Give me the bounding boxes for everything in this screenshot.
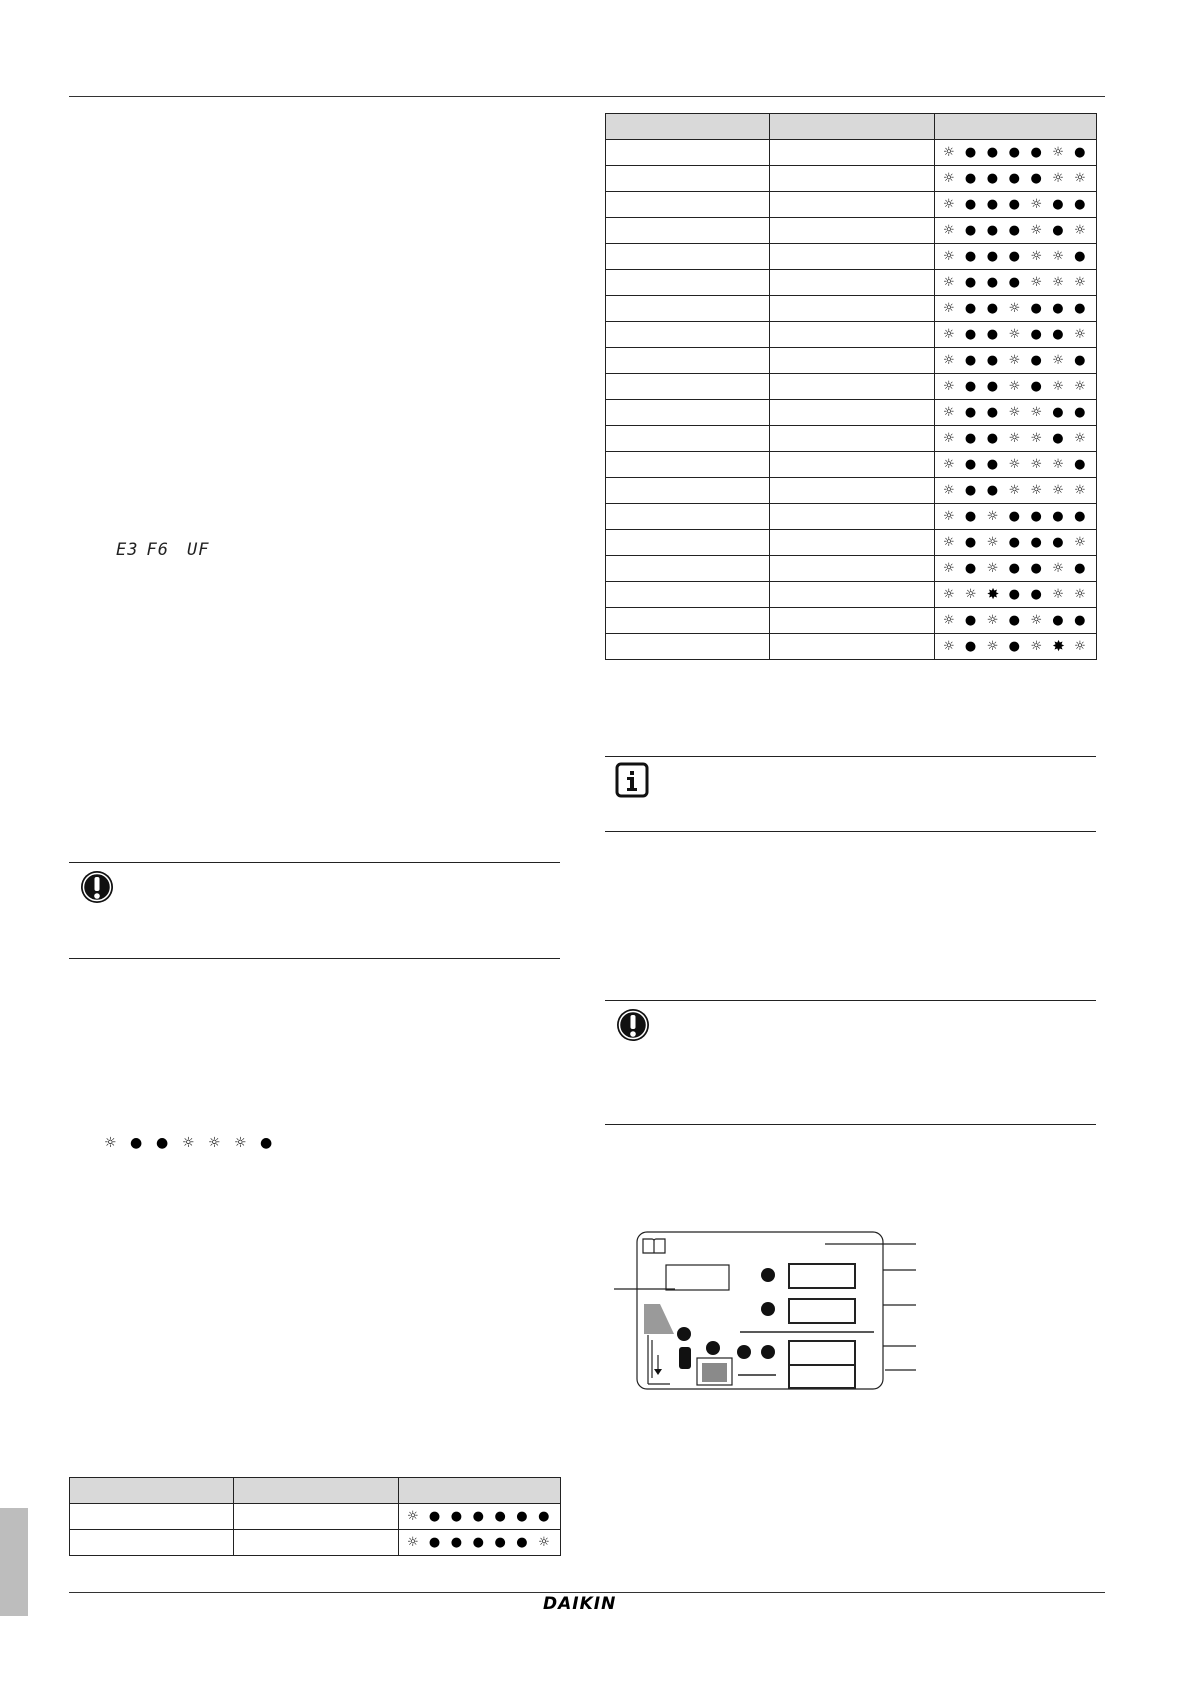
dot-led-icon: ● (1030, 353, 1042, 368)
exclamation-icon (615, 1007, 651, 1048)
book-icon (643, 1239, 665, 1253)
table-cell (770, 218, 935, 244)
sun-led-icon: ☼ (538, 1535, 550, 1550)
table-row (606, 166, 1097, 192)
sun-led-icon: ☼ (1052, 171, 1064, 186)
table-cell (770, 296, 935, 322)
sun-led-icon: ☼ (1052, 483, 1064, 498)
table-row (606, 348, 1097, 374)
sun-led-icon: ☼ (943, 457, 955, 472)
dot-led-icon: ● (1030, 327, 1042, 342)
sun-led-icon: ☼ (1052, 249, 1064, 264)
dot-led-icon: ● (964, 145, 977, 160)
sun-led-icon: ☼ (943, 145, 955, 160)
daikin-logo: DAIKIN (543, 1594, 617, 1614)
table-row (606, 634, 1097, 660)
dot-led-icon: ● (1008, 145, 1020, 160)
sun-led-icon: ☼ (943, 249, 955, 264)
sun-led-icon: ☼ (943, 353, 955, 368)
sun-led-icon: ☼ (1030, 249, 1043, 264)
sun-led-icon: ☼ (1074, 431, 1086, 446)
sun-led-icon: ☼ (943, 171, 955, 186)
notice-top-rule (605, 756, 1096, 757)
sun-led-icon: ☼ (943, 587, 955, 602)
led-pattern-cell (935, 374, 1097, 400)
error-code: E3 (116, 540, 139, 560)
sun-led-icon: ☼ (943, 509, 955, 524)
table-row (606, 478, 1097, 504)
led-pattern-cell (935, 478, 1097, 504)
table-cell (606, 322, 770, 348)
sun-led-icon: ☼ (1008, 379, 1021, 394)
dot-led-icon: ● (1030, 561, 1042, 576)
table-cell (770, 374, 935, 400)
dot-led-icon: ● (964, 535, 977, 550)
label-dot (737, 1345, 751, 1359)
dot-led-icon: ● (1008, 249, 1020, 264)
table-cell (770, 608, 935, 634)
table-cell (606, 140, 770, 166)
dot-led-icon: ● (1052, 613, 1064, 628)
table-cell (606, 634, 770, 660)
sun-led-icon: ☼ (407, 1509, 419, 1524)
warning-notice-left (69, 862, 560, 958)
table-row (606, 140, 1097, 166)
label-box (789, 1299, 855, 1323)
sun-led-icon: ☼ (964, 587, 977, 602)
sun-led-icon: ☼ (1074, 171, 1086, 186)
dot-led-icon: ● (1008, 509, 1020, 524)
table-cell (770, 192, 935, 218)
table-cell (606, 348, 770, 374)
sun-led-icon: ☼ (1008, 327, 1021, 342)
dot-led-icon: ● (1074, 353, 1086, 368)
sun-led-icon: ☼ (986, 613, 999, 628)
label-dot (761, 1268, 775, 1282)
dot-led-icon: ● (538, 1509, 550, 1524)
sun-led-icon: ☼ (986, 509, 999, 524)
sun-led-icon: ☼ (943, 275, 955, 290)
sun-led-icon: ☼ (986, 535, 999, 550)
dot-led-icon: ● (986, 431, 999, 446)
exclamation-icon (79, 869, 115, 910)
table-cell (606, 608, 770, 634)
table-header-row (606, 114, 1097, 140)
table-cell (770, 582, 935, 608)
dot-led-icon: ● (428, 1509, 441, 1524)
dot-led-icon: ● (986, 249, 999, 264)
led-pattern-cell (935, 296, 1097, 322)
table-row (606, 218, 1097, 244)
table-cell (234, 1504, 399, 1530)
table-row (606, 504, 1097, 530)
dot-led-icon: ● (986, 197, 999, 212)
sun-led-icon: ☼ (943, 197, 955, 212)
dot-led-icon: ● (450, 1509, 463, 1524)
led-pattern-cell (935, 452, 1097, 478)
dot-led-icon: ● (964, 249, 977, 264)
sun-led-icon: ☼ (1074, 223, 1086, 238)
dot-led-icon: ● (1074, 301, 1086, 316)
sun-led-icon: ☼ (986, 561, 999, 576)
sun-led-icon: ☼ (104, 1135, 117, 1151)
sun-led-icon: ☼ (986, 639, 999, 654)
sun-led-icon: ☼ (1074, 327, 1086, 342)
dot-led-icon: ● (1052, 223, 1064, 238)
dot-led-icon: ● (1052, 431, 1064, 446)
sun-led-icon: ☼ (1030, 457, 1043, 472)
dot-led-icon: ● (494, 1509, 506, 1524)
dot-led-icon: ● (964, 197, 977, 212)
led-pattern-cell (935, 556, 1097, 582)
dot-led-icon: ● (986, 171, 999, 186)
label-box (789, 1341, 855, 1365)
label-triangle (644, 1304, 674, 1334)
dot-led-icon: ● (450, 1535, 463, 1550)
dot-led-icon: ● (964, 275, 977, 290)
table-row (606, 270, 1097, 296)
sun-led-icon: ☼ (1074, 483, 1086, 498)
dot-led-icon: ● (1052, 405, 1064, 420)
table-cell (770, 166, 935, 192)
table-cell (770, 530, 935, 556)
sun-led-icon: ☼ (1008, 483, 1021, 498)
dot-led-icon: ● (964, 301, 977, 316)
dot-led-icon: ● (986, 405, 999, 420)
led-pattern-cell (935, 322, 1097, 348)
led-pattern-cell (935, 426, 1097, 452)
table-cell (770, 504, 935, 530)
label-dot (677, 1327, 691, 1341)
table-row (606, 608, 1097, 634)
table-cell (606, 582, 770, 608)
sun-led-icon: ☼ (1052, 561, 1064, 576)
error-code-display (116, 540, 217, 560)
table-cell (606, 400, 770, 426)
dot-led-icon: ● (1052, 509, 1064, 524)
label-box (789, 1264, 855, 1288)
table-cell (606, 192, 770, 218)
led-pattern-cell (935, 166, 1097, 192)
header-cell (399, 1478, 561, 1504)
sun-led-icon: ☼ (1074, 535, 1086, 550)
led-pattern-cell (935, 270, 1097, 296)
sun-led-icon: ☼ (1052, 587, 1064, 602)
table-row (606, 582, 1097, 608)
dot-led-icon: ● (1074, 613, 1086, 628)
led-pattern-cell (935, 634, 1097, 660)
sun-led-icon: ☼ (943, 613, 955, 628)
sun-led-icon: ☼ (1030, 431, 1043, 446)
dot-led-icon: ● (986, 353, 999, 368)
table-row (606, 556, 1097, 582)
sun-led-icon: ☼ (943, 483, 955, 498)
dot-led-icon: ● (1008, 613, 1020, 628)
table-cell (70, 1530, 234, 1556)
dot-led-icon: ● (986, 327, 999, 342)
dot-led-icon: ● (1074, 509, 1086, 524)
sun-led-icon: ☼ (943, 405, 955, 420)
notice-bottom-rule (605, 1124, 1096, 1125)
sun-led-icon: ☼ (1074, 379, 1086, 394)
header-cell (70, 1478, 234, 1504)
dot-led-icon: ● (1030, 509, 1042, 524)
sun-led-icon: ☼ (943, 223, 955, 238)
cylinder-icon (679, 1347, 691, 1369)
dot-led-icon: ● (964, 431, 977, 446)
table-cell (606, 296, 770, 322)
sun-led-icon: ☼ (1074, 587, 1086, 602)
sun-led-icon: ☼ (1030, 197, 1043, 212)
table-cell (606, 530, 770, 556)
sun-led-icon: ☼ (943, 431, 955, 446)
dot-led-icon: ● (516, 1509, 528, 1524)
sun-led-icon: ☼ (943, 535, 955, 550)
dot-led-icon: ● (1008, 639, 1020, 654)
top-rule (69, 96, 1105, 97)
table-row (606, 322, 1097, 348)
dot-led-icon: ● (428, 1535, 441, 1550)
dot-led-icon: ● (1030, 535, 1042, 550)
led-table-left (69, 1477, 561, 1556)
table-row (606, 296, 1097, 322)
label-dot (761, 1345, 775, 1359)
table-cell (606, 244, 770, 270)
dot-led-icon: ● (1074, 457, 1086, 472)
led-pattern-cell (935, 140, 1097, 166)
dot-led-icon: ● (1008, 197, 1020, 212)
sun-led-icon: ☼ (1008, 457, 1021, 472)
sun-led-icon: ☼ (208, 1135, 221, 1151)
table-cell (770, 140, 935, 166)
dot-led-icon: ● (494, 1535, 506, 1550)
sun-led-icon: ☼ (1074, 639, 1086, 654)
dot-led-icon: ● (964, 483, 977, 498)
dot-led-icon: ● (964, 353, 977, 368)
dot-led-icon: ● (964, 639, 977, 654)
dot-led-icon: ● (964, 561, 977, 576)
table-row (606, 374, 1097, 400)
label-diagram (590, 1215, 930, 1400)
dot-led-icon: ● (1074, 145, 1086, 160)
table-row (606, 426, 1097, 452)
inline-led-pattern (104, 1136, 286, 1150)
led-pattern-cell (935, 608, 1097, 634)
sun-led-icon: ☼ (234, 1135, 247, 1151)
sun-led-icon: ☼ (1052, 353, 1064, 368)
dot-led-icon: ● (986, 275, 999, 290)
table-cell (606, 270, 770, 296)
dot-led-icon: ● (1008, 587, 1020, 602)
sun-led-icon: ☼ (1074, 275, 1086, 290)
dot-led-icon: ● (1030, 171, 1042, 186)
header-cell (770, 114, 935, 140)
table-cell (770, 348, 935, 374)
dot-led-icon: ● (1052, 197, 1064, 212)
dot-led-icon: ● (1008, 275, 1020, 290)
bottom-rule (69, 1592, 1105, 1593)
table-cell (770, 244, 935, 270)
table-cell (606, 218, 770, 244)
dot-led-icon: ● (516, 1535, 528, 1550)
table-cell (770, 478, 935, 504)
dot-led-icon: ● (1008, 223, 1020, 238)
label-box (789, 1365, 855, 1388)
sun-led-icon: ☼ (943, 379, 955, 394)
sun-led-icon: ☼ (1008, 353, 1021, 368)
notice-bottom-rule (605, 831, 1096, 832)
dot-led-icon: ● (1052, 535, 1064, 550)
table-cell (770, 556, 935, 582)
led-pattern-cell (935, 348, 1097, 374)
table-cell (770, 322, 935, 348)
table-cell (606, 452, 770, 478)
table-row (606, 244, 1097, 270)
header-cell (234, 1478, 399, 1504)
dot-led-icon: ● (130, 1135, 143, 1151)
sun-led-icon: ☼ (1008, 405, 1021, 420)
dot-led-icon: ● (1008, 535, 1020, 550)
dot-led-icon: ● (986, 483, 999, 498)
table-cell (770, 400, 935, 426)
info-icon (615, 762, 649, 803)
dot-led-icon: ● (964, 457, 977, 472)
table-row (606, 400, 1097, 426)
error-code: UF (186, 540, 210, 560)
table-cell (606, 426, 770, 452)
label-dot (706, 1341, 720, 1355)
table-row (606, 192, 1097, 218)
table-cell (606, 556, 770, 582)
dot-led-icon: ● (1030, 587, 1042, 602)
label-dot (761, 1302, 775, 1316)
dot-led-icon: ● (1074, 249, 1086, 264)
led-pattern-cell (935, 192, 1097, 218)
dot-led-icon: ● (986, 457, 999, 472)
dot-led-icon: ● (1008, 561, 1020, 576)
dot-led-icon: ● (1030, 379, 1042, 394)
dot-led-icon: ● (986, 301, 999, 316)
star-led-icon: ✸ (986, 585, 1000, 603)
sun-led-icon: ☼ (1030, 483, 1043, 498)
sun-led-icon: ☼ (1052, 379, 1064, 394)
warning-notice-right (605, 1000, 1096, 1124)
sun-led-icon: ☼ (1030, 275, 1043, 290)
dot-led-icon: ● (1074, 561, 1086, 576)
dot-led-icon: ● (1074, 405, 1086, 420)
table-cell (606, 504, 770, 530)
table-cell (606, 166, 770, 192)
header-cell (606, 114, 770, 140)
dot-led-icon: ● (964, 405, 977, 420)
dot-led-icon: ● (472, 1535, 484, 1550)
sun-led-icon: ☼ (1030, 639, 1043, 654)
led-pattern-cell (399, 1504, 561, 1530)
table-cell (770, 426, 935, 452)
dot-led-icon: ● (964, 613, 977, 628)
sun-led-icon: ☼ (943, 561, 955, 576)
led-pattern-cell (935, 244, 1097, 270)
error-code: F6 (146, 540, 169, 560)
table-cell (770, 270, 935, 296)
table-row (606, 452, 1097, 478)
dot-led-icon: ● (964, 327, 977, 342)
dot-led-icon: ● (1052, 327, 1064, 342)
dot-led-icon: ● (964, 171, 977, 186)
table-cell (234, 1530, 399, 1556)
table-row (606, 530, 1097, 556)
led-pattern-cell (935, 530, 1097, 556)
info-notice (605, 756, 1096, 831)
label-box-small (666, 1265, 729, 1290)
sun-led-icon: ☼ (1052, 275, 1064, 290)
sun-led-icon: ☼ (943, 327, 955, 342)
table-cell (70, 1504, 234, 1530)
notice-bottom-rule (69, 958, 560, 959)
side-tab (0, 1508, 28, 1616)
led-pattern-cell (935, 582, 1097, 608)
dot-led-icon: ● (986, 145, 999, 160)
sun-led-icon: ☼ (943, 639, 955, 654)
table-cell (606, 374, 770, 400)
table-cell (770, 634, 935, 660)
dot-led-icon: ● (1008, 171, 1020, 186)
dot-led-icon: ● (1052, 301, 1064, 316)
led-pattern-cell (399, 1530, 561, 1556)
header-cell (935, 114, 1097, 140)
sun-led-icon: ☼ (1052, 457, 1064, 472)
dot-led-icon: ● (1030, 301, 1042, 316)
dot-led-icon: ● (986, 223, 999, 238)
dot-led-icon: ● (472, 1509, 484, 1524)
table-header-row (70, 1478, 561, 1504)
table-cell (606, 478, 770, 504)
led-table-right (605, 113, 1097, 660)
table-row (70, 1530, 561, 1556)
sun-led-icon: ☼ (182, 1135, 195, 1151)
dot-led-icon: ● (964, 379, 977, 394)
dot-led-icon: ● (260, 1135, 273, 1151)
sun-led-icon: ☼ (1030, 613, 1043, 628)
table-row (70, 1504, 561, 1530)
dot-led-icon: ● (986, 379, 999, 394)
table-cell (770, 452, 935, 478)
dot-led-icon: ● (964, 509, 977, 524)
led-pattern-cell (935, 218, 1097, 244)
sun-led-icon: ☼ (1008, 431, 1021, 446)
dot-led-icon: ● (156, 1135, 169, 1151)
sun-led-icon: ☼ (943, 301, 955, 316)
sun-led-icon: ☼ (1030, 405, 1043, 420)
star-led-icon: ✸ (1052, 637, 1065, 655)
sun-led-icon: ☼ (1052, 145, 1064, 160)
dot-led-icon: ● (964, 223, 977, 238)
notice-top-rule (605, 1000, 1096, 1001)
led-pattern-cell (935, 400, 1097, 426)
notice-top-rule (69, 862, 560, 863)
sun-led-icon: ☼ (1030, 223, 1043, 238)
sun-led-icon: ☼ (1008, 301, 1021, 316)
dot-led-icon: ● (1074, 197, 1086, 212)
sun-led-icon: ☼ (407, 1535, 419, 1550)
dot-led-icon: ● (1030, 145, 1042, 160)
led-pattern-cell (935, 504, 1097, 530)
